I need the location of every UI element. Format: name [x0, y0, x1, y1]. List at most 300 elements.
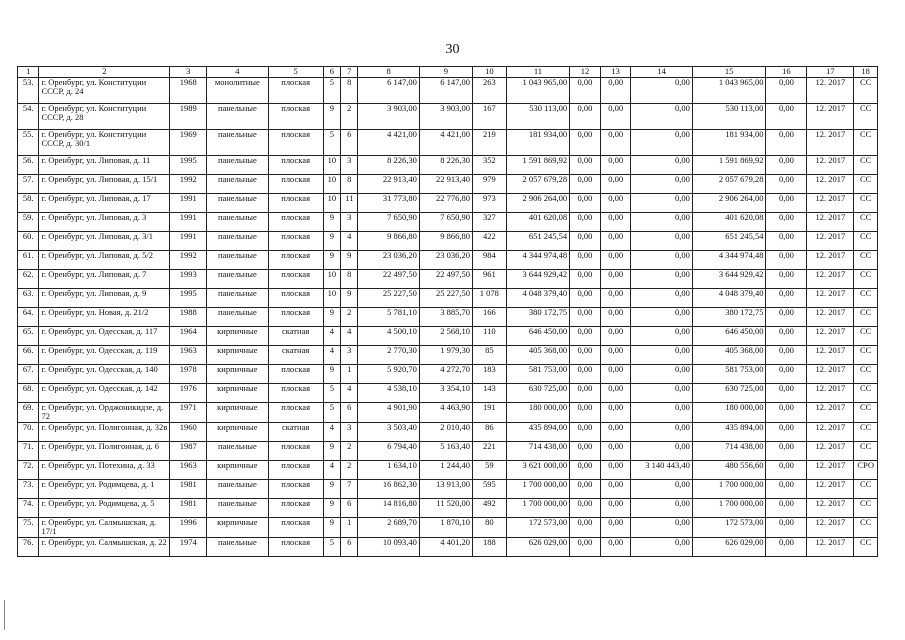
cell-term: 12. 2017	[807, 345, 854, 364]
cell-c13: 0,00	[600, 537, 631, 556]
cell-wall: кирпичные	[207, 402, 268, 422]
column-header: 7	[341, 67, 358, 78]
cell-c12: 0,00	[570, 364, 601, 383]
table-row	[18, 193, 878, 212]
table-row	[18, 460, 878, 479]
cell-c14: 0,00	[631, 103, 692, 129]
cell-fl: 9	[323, 364, 340, 383]
cell-roof: плоская	[268, 460, 323, 479]
cell-ent: 8	[341, 77, 358, 103]
cell-term: 12. 2017	[807, 441, 854, 460]
cell-area: 6 147,00	[358, 77, 419, 103]
cell-c16: 0,00	[766, 460, 807, 479]
cell-c15: 581 753,00	[692, 364, 766, 383]
cell-c13: 0,00	[600, 103, 631, 129]
cell-roof: плоская	[268, 441, 323, 460]
cell-n: 64.	[18, 307, 39, 326]
cell-src: СС	[854, 498, 878, 517]
cell-src: СС	[854, 479, 878, 498]
cell-fl: 5	[323, 402, 340, 422]
column-header: 12	[570, 67, 601, 78]
table-row	[18, 537, 878, 556]
cell-c13: 0,00	[600, 155, 631, 174]
cell-c14: 0,00	[631, 269, 692, 288]
cell-term: 12. 2017	[807, 129, 854, 155]
cell-roof: плоская	[268, 517, 323, 537]
cell-c12: 0,00	[570, 174, 601, 193]
cell-c16: 0,00	[766, 174, 807, 193]
cell-c14: 0,00	[631, 441, 692, 460]
cell-area: 14 816,80	[358, 498, 419, 517]
cell-term: 12. 2017	[807, 402, 854, 422]
cell-res: 80	[473, 517, 507, 537]
cell-living: 3 903,00	[419, 103, 472, 129]
cell-total: 626 029,00	[506, 537, 569, 556]
cell-src: СС	[854, 129, 878, 155]
cell-roof: плоская	[268, 174, 323, 193]
cell-res: 327	[473, 212, 507, 231]
cell-src: СРО	[854, 460, 878, 479]
cell-c16: 0,00	[766, 537, 807, 556]
cell-wall: панельные	[207, 479, 268, 498]
cell-year: 1978	[170, 364, 207, 383]
cell-ent: 8	[341, 269, 358, 288]
column-header: 2	[39, 67, 170, 78]
cell-c13: 0,00	[600, 193, 631, 212]
cell-area: 6 794,40	[358, 441, 419, 460]
cell-addr: г. Оренбург, ул. Конституции СССР, д. 30/1	[39, 129, 170, 155]
cell-ent: 8	[341, 174, 358, 193]
cell-addr: г. Оренбург, ул. Одесская, д. 140	[39, 364, 170, 383]
cell-year: 1992	[170, 250, 207, 269]
cell-c13: 0,00	[600, 479, 631, 498]
cell-area: 4 901,90	[358, 402, 419, 422]
column-header: 8	[358, 67, 419, 78]
cell-year: 1993	[170, 269, 207, 288]
cell-ent: 3	[341, 422, 358, 441]
cell-c13: 0,00	[600, 326, 631, 345]
cell-src: СС	[854, 269, 878, 288]
cell-res: 595	[473, 479, 507, 498]
cell-c13: 0,00	[600, 422, 631, 441]
cell-living: 13 913,00	[419, 479, 472, 498]
cell-roof: скатная	[268, 345, 323, 364]
cell-ent: 2	[341, 103, 358, 129]
cell-living: 22 776,80	[419, 193, 472, 212]
cell-living: 22 497,50	[419, 269, 472, 288]
cell-total: 714 438,00	[506, 441, 569, 460]
cell-res: 191	[473, 402, 507, 422]
cell-c16: 0,00	[766, 307, 807, 326]
table-row	[18, 307, 878, 326]
cell-src: СС	[854, 250, 878, 269]
cell-roof: плоская	[268, 269, 323, 288]
cell-addr: г. Оренбург, ул. Конституции СССР, д. 24	[39, 77, 170, 103]
cell-living: 9 866,80	[419, 231, 472, 250]
cell-term: 12. 2017	[807, 231, 854, 250]
cell-n: 72.	[18, 460, 39, 479]
table-row	[18, 174, 878, 193]
cell-fl: 5	[323, 129, 340, 155]
cell-c13: 0,00	[600, 517, 631, 537]
cell-c13: 0,00	[600, 441, 631, 460]
cell-c14: 0,00	[631, 402, 692, 422]
cell-res: 973	[473, 193, 507, 212]
cell-n: 76.	[18, 537, 39, 556]
cell-c14: 0,00	[631, 193, 692, 212]
cell-c15: 4 048 379,40	[692, 288, 766, 307]
cell-res: 110	[473, 326, 507, 345]
cell-year: 1996	[170, 517, 207, 537]
cell-term: 12. 2017	[807, 155, 854, 174]
cell-area: 3 903,00	[358, 103, 419, 129]
cell-res: 961	[473, 269, 507, 288]
cell-n: 56.	[18, 155, 39, 174]
cell-total: 4 344 974,48	[506, 250, 569, 269]
cell-area: 31 773,80	[358, 193, 419, 212]
cell-year: 1981	[170, 498, 207, 517]
cell-c13: 0,00	[600, 307, 631, 326]
cell-roof: плоская	[268, 383, 323, 402]
cell-term: 12. 2017	[807, 307, 854, 326]
cell-n: 55.	[18, 129, 39, 155]
cell-year: 1995	[170, 155, 207, 174]
cell-src: СС	[854, 345, 878, 364]
cell-c12: 0,00	[570, 77, 601, 103]
cell-c16: 0,00	[766, 155, 807, 174]
cell-c13: 0,00	[600, 269, 631, 288]
cell-year: 1992	[170, 174, 207, 193]
cell-c15: 626 029,00	[692, 537, 766, 556]
cell-c13: 0,00	[600, 212, 631, 231]
cell-res: 143	[473, 383, 507, 402]
cell-term: 12. 2017	[807, 364, 854, 383]
table-row	[18, 498, 878, 517]
cell-total: 405 368,00	[506, 345, 569, 364]
cell-n: 67.	[18, 364, 39, 383]
cell-year: 1963	[170, 460, 207, 479]
cell-src: СС	[854, 288, 878, 307]
cell-c13: 0,00	[600, 460, 631, 479]
cell-src: СС	[854, 231, 878, 250]
table-row	[18, 517, 878, 537]
cell-fl: 5	[323, 537, 340, 556]
cell-c12: 0,00	[570, 345, 601, 364]
cell-n: 54.	[18, 103, 39, 129]
column-header: 6	[323, 67, 340, 78]
cell-year: 1988	[170, 307, 207, 326]
cell-year: 1991	[170, 231, 207, 250]
cell-total: 1 700 000,00	[506, 479, 569, 498]
table-row	[18, 155, 878, 174]
cell-living: 4 421,00	[419, 129, 472, 155]
cell-year: 1989	[170, 103, 207, 129]
cell-year: 1987	[170, 441, 207, 460]
cell-ent: 9	[341, 288, 358, 307]
cell-roof: плоская	[268, 212, 323, 231]
cell-c12: 0,00	[570, 269, 601, 288]
cell-wall: кирпичные	[207, 345, 268, 364]
cell-wall: панельные	[207, 231, 268, 250]
cell-area: 25 227,50	[358, 288, 419, 307]
cell-ent: 6	[341, 402, 358, 422]
cell-c15: 630 725,00	[692, 383, 766, 402]
cell-addr: г. Оренбург, ул. Липовая, д. 9	[39, 288, 170, 307]
cell-n: 58.	[18, 193, 39, 212]
cell-term: 12. 2017	[807, 517, 854, 537]
cell-ent: 7	[341, 479, 358, 498]
cell-living: 1 979,30	[419, 345, 472, 364]
cell-src: СС	[854, 537, 878, 556]
cell-c12: 0,00	[570, 422, 601, 441]
cell-src: СС	[854, 422, 878, 441]
cell-wall: кирпичные	[207, 383, 268, 402]
cell-c15: 1 700 000,00	[692, 479, 766, 498]
cell-wall: панельные	[207, 250, 268, 269]
cell-c14: 0,00	[631, 537, 692, 556]
cell-c16: 0,00	[766, 103, 807, 129]
cell-ent: 6	[341, 537, 358, 556]
cell-ent: 3	[341, 212, 358, 231]
cell-area: 22 913,40	[358, 174, 419, 193]
cell-c14: 0,00	[631, 383, 692, 402]
cell-c14: 0,00	[631, 212, 692, 231]
cell-total: 3 621 000,00	[506, 460, 569, 479]
cell-total: 2 057 679,28	[506, 174, 569, 193]
table-row	[18, 441, 878, 460]
cell-res: 352	[473, 155, 507, 174]
cell-living: 3 354,10	[419, 383, 472, 402]
cell-year: 1991	[170, 193, 207, 212]
cell-living: 4 272,70	[419, 364, 472, 383]
cell-living: 11 520,00	[419, 498, 472, 517]
cell-year: 1974	[170, 537, 207, 556]
cell-roof: плоская	[268, 364, 323, 383]
cell-n: 75.	[18, 517, 39, 537]
cell-n: 65.	[18, 326, 39, 345]
column-header: 15	[692, 67, 766, 78]
cell-c12: 0,00	[570, 326, 601, 345]
cell-n: 70.	[18, 422, 39, 441]
cell-src: СС	[854, 77, 878, 103]
cell-area: 9 866,80	[358, 231, 419, 250]
cell-res: 219	[473, 129, 507, 155]
column-header: 11	[506, 67, 569, 78]
cell-src: СС	[854, 402, 878, 422]
cell-total: 380 172,75	[506, 307, 569, 326]
cell-c16: 0,00	[766, 288, 807, 307]
cell-fl: 10	[323, 269, 340, 288]
cell-fl: 10	[323, 174, 340, 193]
cell-living: 1 870,10	[419, 517, 472, 537]
cell-ent: 2	[341, 441, 358, 460]
cell-area: 23 036,20	[358, 250, 419, 269]
column-header: 3	[170, 67, 207, 78]
cell-term: 12. 2017	[807, 77, 854, 103]
cell-year: 1995	[170, 288, 207, 307]
cell-total: 4 048 379,40	[506, 288, 569, 307]
cell-fl: 5	[323, 383, 340, 402]
cell-roof: плоская	[268, 288, 323, 307]
cell-term: 12. 2017	[807, 422, 854, 441]
cell-living: 5 163,40	[419, 441, 472, 460]
cell-ent: 6	[341, 498, 358, 517]
cell-wall: панельные	[207, 103, 268, 129]
cell-roof: плоская	[268, 250, 323, 269]
cell-c13: 0,00	[600, 345, 631, 364]
cell-c14: 0,00	[631, 422, 692, 441]
cell-wall: кирпичные	[207, 364, 268, 383]
cell-c16: 0,00	[766, 269, 807, 288]
cell-wall: панельные	[207, 212, 268, 231]
cell-c15: 1 591 869,92	[692, 155, 766, 174]
cell-c14: 0,00	[631, 517, 692, 537]
cell-fl: 5	[323, 77, 340, 103]
cell-c16: 0,00	[766, 498, 807, 517]
cell-total: 1 591 869,92	[506, 155, 569, 174]
cell-wall: кирпичные	[207, 326, 268, 345]
table-row	[18, 402, 878, 422]
cell-c14: 0,00	[631, 250, 692, 269]
cell-fl: 4	[323, 345, 340, 364]
cell-total: 172 573,00	[506, 517, 569, 537]
cell-c12: 0,00	[570, 460, 601, 479]
cell-roof: плоская	[268, 498, 323, 517]
cell-area: 1 634,10	[358, 460, 419, 479]
cell-wall: кирпичные	[207, 517, 268, 537]
cell-c15: 2 906 264,00	[692, 193, 766, 212]
cell-n: 62.	[18, 269, 39, 288]
cell-res: 188	[473, 537, 507, 556]
cell-c16: 0,00	[766, 479, 807, 498]
cell-fl: 9	[323, 103, 340, 129]
cell-c14: 0,00	[631, 364, 692, 383]
cell-c12: 0,00	[570, 212, 601, 231]
cell-c16: 0,00	[766, 364, 807, 383]
cell-src: СС	[854, 383, 878, 402]
cell-ent: 9	[341, 250, 358, 269]
cell-term: 12. 2017	[807, 269, 854, 288]
cell-term: 12. 2017	[807, 193, 854, 212]
column-header: 14	[631, 67, 692, 78]
cell-src: СС	[854, 307, 878, 326]
cell-total: 651 245,54	[506, 231, 569, 250]
cell-addr: г. Оренбург, ул. Липовая, д. 15/1	[39, 174, 170, 193]
cell-wall: кирпичные	[207, 422, 268, 441]
cell-term: 12. 2017	[807, 288, 854, 307]
cell-addr: г. Оренбург, ул. Потехина, д. 33	[39, 460, 170, 479]
cell-n: 63.	[18, 288, 39, 307]
cell-c13: 0,00	[600, 498, 631, 517]
cell-src: СС	[854, 364, 878, 383]
cell-c13: 0,00	[600, 288, 631, 307]
cell-addr: г. Оренбург, ул. Новая, д. 21/2	[39, 307, 170, 326]
cell-area: 2 770,30	[358, 345, 419, 364]
cell-n: 74.	[18, 498, 39, 517]
cell-wall: монолитные	[207, 77, 268, 103]
table-row	[18, 231, 878, 250]
cell-roof: скатная	[268, 422, 323, 441]
table-row	[18, 383, 878, 402]
cell-res: 167	[473, 103, 507, 129]
cell-c14: 0,00	[631, 77, 692, 103]
cell-res: 85	[473, 345, 507, 364]
cell-res: 221	[473, 441, 507, 460]
cell-term: 12. 2017	[807, 479, 854, 498]
cell-n: 60.	[18, 231, 39, 250]
cell-fl: 9	[323, 212, 340, 231]
table-row	[18, 422, 878, 441]
table-row	[18, 364, 878, 383]
cell-n: 53.	[18, 77, 39, 103]
cell-ent: 2	[341, 307, 358, 326]
cell-res: 984	[473, 250, 507, 269]
cell-total: 2 906 264,00	[506, 193, 569, 212]
column-header: 9	[419, 67, 472, 78]
cell-c13: 0,00	[600, 364, 631, 383]
cell-total: 1 700 000,00	[506, 498, 569, 517]
cell-term: 12. 2017	[807, 103, 854, 129]
cell-wall: панельные	[207, 441, 268, 460]
cell-total: 435 894,00	[506, 422, 569, 441]
cell-c13: 0,00	[600, 250, 631, 269]
cell-roof: плоская	[268, 402, 323, 422]
cell-c13: 0,00	[600, 77, 631, 103]
table-row	[18, 345, 878, 364]
cell-year: 1971	[170, 402, 207, 422]
cell-area: 16 862,30	[358, 479, 419, 498]
cell-c15: 2 057 679,28	[692, 174, 766, 193]
cell-wall: панельные	[207, 129, 268, 155]
cell-fl: 9	[323, 498, 340, 517]
cell-c15: 435 894,00	[692, 422, 766, 441]
column-header: 5	[268, 67, 323, 78]
cell-c15: 1 700 000,00	[692, 498, 766, 517]
cell-fl: 4	[323, 460, 340, 479]
cell-term: 12. 2017	[807, 460, 854, 479]
cell-term: 12. 2017	[807, 212, 854, 231]
cell-fl: 9	[323, 250, 340, 269]
column-header: 10	[473, 67, 507, 78]
cell-ent: 3	[341, 155, 358, 174]
cell-n: 73.	[18, 479, 39, 498]
cell-year: 1964	[170, 326, 207, 345]
cell-c12: 0,00	[570, 193, 601, 212]
cell-roof: плоская	[268, 193, 323, 212]
cell-c15: 180 000,00	[692, 402, 766, 422]
cell-c16: 0,00	[766, 212, 807, 231]
cell-living: 22 913,40	[419, 174, 472, 193]
cell-res: 1 078	[473, 288, 507, 307]
cell-src: СС	[854, 212, 878, 231]
cell-c16: 0,00	[766, 422, 807, 441]
cell-year: 1976	[170, 383, 207, 402]
cell-total: 530 113,00	[506, 103, 569, 129]
cell-res: 979	[473, 174, 507, 193]
cell-c12: 0,00	[570, 479, 601, 498]
cell-c14: 0,00	[631, 231, 692, 250]
cell-src: СС	[854, 103, 878, 129]
cell-c12: 0,00	[570, 231, 601, 250]
cell-ent: 11	[341, 193, 358, 212]
cell-area: 4 500,10	[358, 326, 419, 345]
table-row	[18, 212, 878, 231]
cell-living: 3 885,70	[419, 307, 472, 326]
column-header: 18	[854, 67, 878, 78]
cell-roof: плоская	[268, 129, 323, 155]
column-header: 17	[807, 67, 854, 78]
cell-term: 12. 2017	[807, 537, 854, 556]
